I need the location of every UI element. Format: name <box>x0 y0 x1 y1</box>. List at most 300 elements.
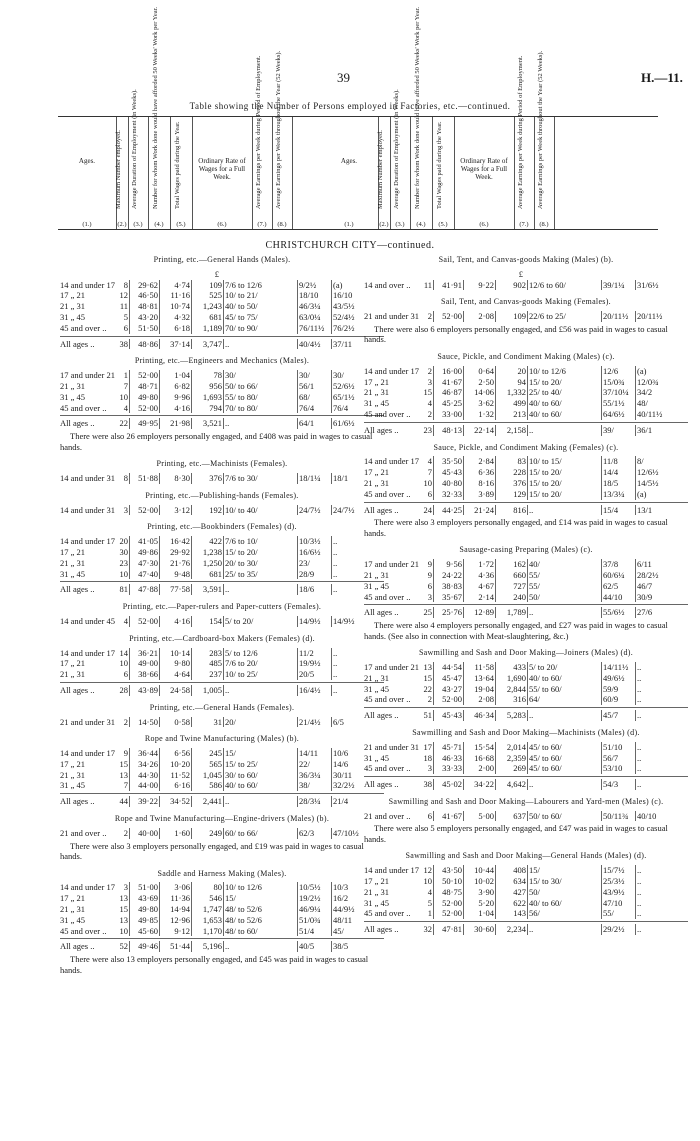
cell: 433 <box>496 662 528 673</box>
cell: 51·50 <box>130 323 160 334</box>
header-label: Number for whom Work done would have afforded 50 Weeks' Work per Year. <box>152 6 159 209</box>
table-row <box>60 616 384 627</box>
cell: 10·20 <box>160 759 192 770</box>
cell: 20/11½ <box>602 311 636 322</box>
cell: 21·98 <box>160 418 192 429</box>
cell: .. <box>333 647 338 658</box>
table-row <box>364 478 688 489</box>
cell: 30/9 <box>637 591 653 602</box>
total-row <box>60 336 384 350</box>
cell: 47·88 <box>130 584 160 595</box>
cell: 1,250 <box>192 558 224 569</box>
section-note: There were also 5 employers personally engaged, and £47 was paid in wages to casual hands. <box>364 823 668 844</box>
cell: 15/ to 30/ <box>528 876 602 887</box>
cell: 11·16 <box>160 290 192 301</box>
cell: .. <box>528 425 602 436</box>
cell: 9·56 <box>434 559 464 570</box>
table-row <box>364 898 688 909</box>
table-row <box>364 456 688 467</box>
cell: 55/ <box>528 570 602 581</box>
cell: 12/6 to 60/ <box>528 280 602 291</box>
cell: 154 <box>192 616 224 627</box>
cell: 6/5 <box>333 716 344 727</box>
cell: 21 and over .. <box>60 827 107 838</box>
table-row <box>364 280 688 291</box>
cell: 14/11 <box>298 748 332 759</box>
cell: 18/1¼ <box>298 473 332 484</box>
cell: 10·14 <box>160 648 192 659</box>
cell: 59/9 <box>602 684 636 695</box>
cell: 52·00 <box>130 403 160 414</box>
header-label: Average Earnings per Week throughout the Year (52 Weeks). <box>537 50 544 209</box>
cell: 38·66 <box>130 669 160 680</box>
cell: 45·71 <box>434 742 464 753</box>
table-row <box>364 908 688 919</box>
cell: 38/5 <box>333 941 349 952</box>
cell: 0·58 <box>160 717 192 728</box>
cell: 19/9½ <box>298 658 332 669</box>
cell: 56/7 <box>602 753 636 764</box>
cell: 3·62 <box>464 398 496 409</box>
header-label: Ages. <box>78 157 96 165</box>
table-row <box>364 311 688 322</box>
cell: 7 <box>115 780 130 791</box>
cell: 48/ to 60/ <box>224 926 298 937</box>
section-title: Sawmilling and Sash and Door Making—Machinists (Males) (d). <box>412 727 640 737</box>
cell: 38 <box>419 779 434 790</box>
cell: 9 <box>419 570 434 581</box>
cell: 17 <box>419 742 434 753</box>
cell: 29·92 <box>160 547 192 558</box>
cell: 31 „ 45 <box>60 568 86 579</box>
cell: 56/ <box>528 908 602 919</box>
section-title: Sausage-casing Preparing (Males) (c). <box>459 545 593 555</box>
cell: 17 „ 21 <box>364 467 390 478</box>
cell: 4·16 <box>160 616 192 627</box>
cell: 4 <box>419 887 434 898</box>
table-row <box>60 648 384 659</box>
cell: 6 <box>419 581 434 592</box>
cell: 5 <box>419 898 434 909</box>
cell: 47·30 <box>130 558 160 569</box>
header-number: (7.) <box>519 221 529 228</box>
cell: 52/4½ <box>333 311 355 322</box>
table-section <box>60 602 384 627</box>
cell: 11 <box>419 280 434 291</box>
cell: 1·60 <box>160 828 192 839</box>
cell: 23 <box>115 558 130 569</box>
cell: 80 <box>192 882 224 893</box>
table-title: Table showing the Number of Persons employed in Factories, etc.—continued. <box>189 101 511 111</box>
cell: 62/5 <box>602 581 636 592</box>
cell: 15 <box>115 904 130 915</box>
cell: 44 <box>115 796 130 807</box>
cell: 31 „ 45 <box>60 311 86 322</box>
cell: 7/6 to 20/ <box>224 658 298 669</box>
cell: 21 „ 31 <box>60 301 86 312</box>
cell: 1,170 <box>192 926 224 937</box>
cell: 228 <box>496 467 528 478</box>
table-row <box>364 592 688 603</box>
cell: .. <box>224 685 298 696</box>
section-title: Printing, etc.—Publishing-hands (Females). <box>145 490 299 500</box>
cell: 45/ <box>333 925 344 936</box>
cell: 21/4 <box>333 796 349 807</box>
cell: 22·14 <box>464 425 496 436</box>
cell: 43·27 <box>434 684 464 695</box>
cell: 28/9 <box>298 569 332 580</box>
cell: 109 <box>496 311 528 322</box>
cell: 1,653 <box>192 915 224 926</box>
cell: 15/ to 20/ <box>528 467 602 478</box>
cell: 14 and under 17 <box>60 647 115 658</box>
cell: 36·21 <box>130 648 160 659</box>
cell: 21/4½ <box>298 717 332 728</box>
cell: 249 <box>192 828 224 839</box>
cell: 76/4 <box>333 402 349 413</box>
cell: 45/ to 60/ <box>528 753 602 764</box>
cell: 51/0¾ <box>298 915 332 926</box>
cell: 39/1¼ <box>602 280 636 291</box>
cell: 2 <box>419 311 434 322</box>
table-section <box>364 728 688 790</box>
cell: 681 <box>192 569 224 580</box>
cell: 37·14 <box>160 339 192 350</box>
section-note: There were also 26 employers personally engaged, and £408 was paid in wages to casual hands. <box>60 431 373 452</box>
cell: 2 <box>115 828 130 839</box>
section-title: Sauce, Pickle, and Condiment Making (Females) (c). <box>433 442 619 452</box>
cell: .. <box>224 584 298 595</box>
cell: 1,747 <box>192 904 224 915</box>
table-section <box>60 522 384 595</box>
cell: 17 „ 21 <box>60 546 86 557</box>
cell: .. <box>333 568 338 579</box>
cell: 45·43 <box>434 710 464 721</box>
cell: 14/5½ <box>637 477 659 488</box>
cell: 10 <box>115 926 130 937</box>
cell: 39/ <box>602 425 636 436</box>
cell: 55/ <box>528 581 602 592</box>
cell: 2·84 <box>464 456 496 467</box>
cell: 17 „ 21 <box>60 290 86 301</box>
cell: 25/3½ <box>602 876 636 887</box>
cell: 1 <box>419 908 434 919</box>
cell: 20/5 <box>298 669 332 680</box>
cell: 37/11 <box>333 338 353 349</box>
cell: 21·76 <box>160 558 192 569</box>
table-row <box>60 926 384 937</box>
table-row <box>60 780 384 791</box>
cell: 14 and under 17 <box>364 865 419 876</box>
cell: 2 <box>419 694 434 705</box>
cell: 8/ <box>637 456 644 467</box>
cell: 5,196 <box>192 941 224 952</box>
cell: 3 <box>115 882 130 893</box>
cell: 8·16 <box>464 478 496 489</box>
table-row <box>60 301 384 312</box>
page-number: 39 <box>337 70 350 85</box>
cell: 14 <box>115 648 130 659</box>
cell: 15/ <box>224 893 298 904</box>
cell: All ages .. <box>364 424 399 435</box>
cell: 21 and under 31 <box>60 716 115 727</box>
table-row <box>364 570 688 581</box>
cell: 31 „ 45 <box>364 752 390 763</box>
cell: 9 <box>115 748 130 759</box>
cell: 48/ <box>637 398 648 409</box>
cell: 47·81 <box>434 924 464 935</box>
cell: 43·50 <box>434 865 464 876</box>
header-label: Ordinary Rate of Wages for a Full Week. <box>460 157 508 181</box>
cell: 7/6 to 12/6 <box>224 280 298 291</box>
cell: 31 „ 45 <box>364 398 390 409</box>
cell: 27/6 <box>637 607 653 618</box>
cell: 47/10 <box>602 898 636 909</box>
cell: 10/ to 21/ <box>224 290 298 301</box>
cell: 32 <box>419 924 434 935</box>
cell: .. <box>637 779 642 790</box>
header-col-3 <box>128 89 149 229</box>
cell: 6/11 <box>637 559 652 570</box>
cell: 54/3 <box>602 779 636 790</box>
cell: 1,238 <box>192 547 224 558</box>
header-label: Maximum Number employed. <box>115 130 122 209</box>
cell: 45 and over .. <box>364 591 411 602</box>
cell: 3,747 <box>192 339 224 350</box>
cell: 55/ to 80/ <box>224 392 298 403</box>
table-section <box>364 851 688 935</box>
cell: 49·00 <box>130 658 160 669</box>
table-row <box>60 904 384 915</box>
cell: 48/ to 52/6 <box>224 915 298 926</box>
cell: 21 „ 31 <box>60 669 86 680</box>
cell: 14 and under 17 <box>60 279 115 290</box>
cell: 17 and under 21 <box>364 559 419 570</box>
header-number: (1.) <box>344 221 354 228</box>
section-title: Printing, etc.—Engineers and Mechanics (Males). <box>134 356 310 366</box>
cell: 6·16 <box>160 780 192 791</box>
cell: 14 and under 17 <box>364 456 419 467</box>
cell: 14 and under 17 <box>60 882 115 893</box>
cell: 22 <box>419 684 434 695</box>
cell: .. <box>224 418 298 429</box>
cell: 28/3¼ <box>298 796 332 807</box>
cell: 1,332 <box>496 387 528 398</box>
cell: 1·32 <box>464 409 496 420</box>
cell: 4,642 <box>496 779 528 790</box>
header-col-7 <box>514 55 535 229</box>
cell: 77·58 <box>160 584 192 595</box>
cell: 15/0¾ <box>602 377 636 388</box>
cell: (a) <box>637 488 647 499</box>
cell: 9·48 <box>160 569 192 580</box>
cell: 44·25 <box>434 505 464 516</box>
table-row <box>364 753 688 764</box>
cell: 10·44 <box>464 865 496 876</box>
cell: .. <box>333 684 338 695</box>
cell: 24/7½ <box>333 504 355 515</box>
total-row <box>60 581 384 595</box>
cell: 45·60 <box>130 926 160 937</box>
cell: 634 <box>496 876 528 887</box>
cell: 8 <box>115 280 130 291</box>
cell: 15/ <box>528 865 602 876</box>
cell: 30/ <box>224 370 298 381</box>
table-row <box>60 536 384 547</box>
cell: 32/2½ <box>333 780 355 791</box>
cell: 70/ to 90/ <box>224 323 298 334</box>
table-section <box>60 703 384 728</box>
cell: 37/10¼ <box>602 387 636 398</box>
cell: 21 „ 31 <box>364 387 390 398</box>
cell: 48/ to 52/6 <box>224 904 298 915</box>
cell: .. <box>637 672 642 683</box>
cell: 37/8 <box>602 559 636 570</box>
cell: 21 „ 31 <box>364 569 390 580</box>
cell: 48·86 <box>130 339 160 350</box>
cell: 50/ <box>528 592 602 603</box>
cell: 64/1 <box>298 418 332 429</box>
cell: 24/7½ <box>298 505 332 516</box>
cell: 44·54 <box>434 662 464 673</box>
header-label: Average Duration of Employment (in Weeks). <box>131 89 138 209</box>
table-section <box>60 459 384 484</box>
cell: 5·20 <box>464 898 496 909</box>
section-title: Sail, Tent, and Canvas-goods Making (Females). <box>441 297 611 307</box>
cell: 565 <box>192 759 224 770</box>
table-section <box>60 869 384 976</box>
total-row <box>60 682 384 696</box>
table-section <box>364 255 688 290</box>
cell: 7/6 to 30/ <box>224 473 298 484</box>
cell: 46·33 <box>434 753 464 764</box>
cell: 20/11½ <box>637 311 663 322</box>
table-row <box>364 673 688 684</box>
cell: 3,521 <box>192 418 224 429</box>
cell: 48·81 <box>130 301 160 312</box>
cell: 17 and under 21 <box>364 661 419 672</box>
cell: 12·96 <box>160 915 192 926</box>
cell: 546 <box>192 893 224 904</box>
table-row <box>60 505 384 516</box>
table-row <box>60 882 384 893</box>
cell: 6·18 <box>160 323 192 334</box>
cell: 143 <box>496 908 528 919</box>
cell: .. <box>333 557 338 568</box>
cell: 47·40 <box>130 569 160 580</box>
cell: 70/ to 80/ <box>224 403 298 414</box>
cell: 7/6 to 10/ <box>224 536 298 547</box>
table-row <box>60 828 384 839</box>
cell: 19·04 <box>464 684 496 695</box>
cell: 3 <box>115 505 130 516</box>
cell: .. <box>637 710 642 721</box>
cell: 16/10 <box>333 290 353 301</box>
cell: 32·33 <box>434 489 464 500</box>
section-title: Printing, etc.—Bookbinders (Females) (d). <box>147 522 297 532</box>
cell: 316 <box>496 694 528 705</box>
header-label: Average Earnings per Week throughout the Year (52 Weeks). <box>275 50 282 209</box>
cell: 36/3¼ <box>298 770 332 781</box>
cell: 18 <box>419 753 434 764</box>
table-row <box>60 893 384 904</box>
cell: .. <box>528 779 602 790</box>
section-note: There were also 3 employers personally engaged, and £19 was paid in wages to casual hands. <box>60 840 364 862</box>
cell: 21 „ 31 <box>60 380 86 391</box>
section-title: Sawmilling and Sash and Door Making—Joiners (Males) (d). <box>418 648 634 658</box>
cell: 51/4 <box>298 926 332 937</box>
cell: 13 <box>419 662 434 673</box>
cell: 40/ to 60/ <box>528 398 602 409</box>
section-title: Rope and Twine Manufacturing—Engine-drivers (Males) (b). <box>114 814 330 824</box>
cell: 33·33 <box>434 763 464 774</box>
cell: 51 <box>419 710 434 721</box>
cell: 15/ <box>224 748 298 759</box>
table-section <box>60 814 384 862</box>
cell: All ages .. <box>60 941 95 952</box>
cell: 50/11¾ <box>602 811 636 822</box>
cell: 40/ to 60/ <box>528 673 602 684</box>
cell: 48·75 <box>434 887 464 898</box>
cell: 51·88 <box>130 473 160 484</box>
cell: All ages .. <box>60 796 95 807</box>
section-title: Saddle and Harness Making (Males). <box>157 868 287 878</box>
cell: 22/ <box>298 759 332 770</box>
cell: 45 and over .. <box>364 763 411 774</box>
table-row <box>364 409 688 420</box>
cell: 422 <box>192 536 224 547</box>
header-col-7 <box>252 55 273 229</box>
cell: 64/ <box>528 694 602 705</box>
cell: 10/ to 25/ <box>224 669 298 680</box>
cell: 15/ to 20/ <box>528 377 602 388</box>
cell: 14 and over .. <box>364 279 411 290</box>
cell: .. <box>637 897 642 908</box>
cell: 45/ to 60/ <box>528 742 602 753</box>
cell: 5·00 <box>464 811 496 822</box>
cell: 11/2 <box>298 648 332 659</box>
cell: 3 <box>419 763 434 774</box>
cell: 4·74 <box>160 280 192 291</box>
cell: 17 „ 21 <box>60 893 86 904</box>
cell: .. <box>333 546 338 557</box>
header-number: (8.) <box>539 221 549 228</box>
cell: 56/1 <box>298 381 332 392</box>
header-col-5 <box>170 117 193 229</box>
cell: 28 <box>115 685 130 696</box>
table-section <box>364 545 688 641</box>
cell: 55/ <box>602 908 636 919</box>
cell: 2,234 <box>496 924 528 935</box>
cell: (a) <box>333 279 343 290</box>
table-section <box>364 797 688 845</box>
cell: 16·42 <box>160 536 192 547</box>
cell: 14 and under 17 <box>364 365 419 376</box>
cell: All ages .. <box>60 584 95 595</box>
cell: 17 „ 21 <box>60 658 86 669</box>
cell: 12/6 <box>602 366 636 377</box>
table-row <box>60 323 384 334</box>
cell: 45·47 <box>434 673 464 684</box>
header-col-6 <box>454 117 515 229</box>
header-label: Ordinary Rate of Wages for a Full Week. <box>198 157 246 181</box>
cell: 31 „ 45 <box>60 780 86 791</box>
cell: 727 <box>496 581 528 592</box>
cell: .. <box>333 584 338 595</box>
cell: 3 <box>419 592 434 603</box>
cell: 11·58 <box>464 662 496 673</box>
cell: 45 and over .. <box>364 408 411 419</box>
